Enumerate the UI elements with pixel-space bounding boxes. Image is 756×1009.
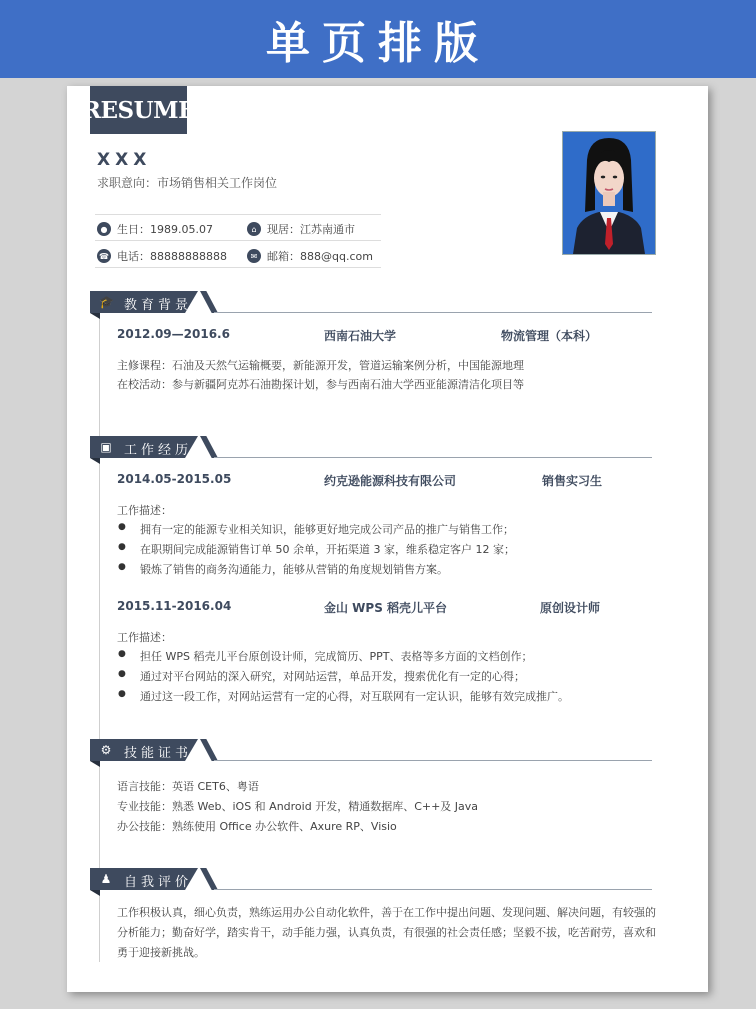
timeline-line (99, 309, 100, 962)
work-2-bullet-1: ● 担任 WPS 稻壳儿平台原创设计师，完成简历、PPT、表格等多方面的文档创作； (140, 648, 532, 664)
person-icon: ♟ (100, 872, 112, 886)
edu-school: 西南石油大学 (324, 329, 397, 343)
gear-icon: ⚙ (100, 743, 112, 757)
edu-activities: 在校活动：参与新疆阿克苏石油勘探计划，参与西南石油大学西亚能源清洁化项目等 (117, 378, 524, 391)
mail-icon: ✉ (247, 249, 261, 263)
work-2-desc-label: 工作描述： (117, 631, 172, 644)
work-1-bullet-2: ● 在职期间完成能源销售订单 50 余单，开拓渠道 3 家，维系稳定客户 12 家； (140, 541, 515, 557)
home-icon: ⌂ (247, 222, 261, 236)
phone-icon: ☎ (97, 249, 111, 263)
work-2-bullet-3: ● 通过这一段工作，对网站运营有一定的心得，对互联网有一定认识，能够有效完成推广。 (140, 688, 569, 704)
section-skills (90, 739, 652, 761)
work-1-bullet-1: ● 拥有一定的能源专业相关知识，能够更好地完成公司产品的推广与销售工作； (140, 521, 514, 537)
email-text: 邮箱：888@qq.com (267, 250, 373, 263)
info-divider-mid (95, 240, 381, 241)
work-1-date: 2014.05-2015.05 (117, 472, 232, 486)
phone-info (97, 248, 227, 264)
birth-text: 生日：1989.05.07 (117, 223, 213, 236)
work-1-desc-label: 工作描述： (117, 504, 172, 517)
user-icon: ● (97, 222, 111, 236)
birth-info (97, 221, 213, 237)
profile-photo-drawing (563, 132, 655, 254)
resume-page (67, 86, 708, 992)
edu-major: 物流管理（本科） (501, 329, 598, 343)
work-2-company: 金山 WPS 稻壳儿平台 (324, 601, 448, 615)
info-divider-top (95, 214, 381, 215)
work-2-role: 原创设计师 (540, 601, 601, 615)
skill-professional: 专业技能：熟悉 Web、iOS 和 Android 开发，精通数据库、C++及 Java (117, 800, 479, 813)
phone-text: 电话：88888888888 (117, 250, 227, 263)
graduation-cap-icon: 🎓 (99, 295, 114, 309)
section-title-skills: 技能证书 (124, 746, 193, 761)
section-title-education: 教育背景 (124, 298, 193, 313)
edu-date: 2012.09—2016.6 (117, 327, 230, 341)
job-intent: 求职意向：市场销售相关工作岗位 (97, 176, 278, 190)
email-info (247, 248, 373, 264)
address-text: 现居：江苏南通市 (267, 223, 355, 236)
section-education (90, 291, 652, 313)
banner-title: 单页排版 (266, 18, 490, 69)
skill-language: 语言技能：英语 CET6、粤语 (117, 780, 259, 793)
section-title-self: 自我评价 (124, 875, 193, 890)
work-2-bullet-2: ● 通过对平台网站的深入研究，对网站运营，单品开发，搜索优化有一定的心得； (140, 668, 525, 684)
work-1-bullet-3: ● 锻炼了销售的商务沟通能力，能够从营销的角度规划销售方案。 (140, 561, 448, 577)
section-self-eval (90, 868, 652, 890)
candidate-name: XXX (97, 150, 152, 170)
profile-photo (562, 131, 656, 255)
resume-tag: RESUME (90, 86, 187, 134)
top-banner (0, 0, 756, 78)
work-1-role: 销售实习生 (542, 474, 603, 488)
work-2-date: 2015.11-2016.04 (117, 599, 232, 613)
address-info (247, 221, 355, 237)
edu-courses: 主修课程：石油及天然气运输概要，新能源开发，管道运输案例分析，中国能源地理 (117, 359, 524, 372)
self-eval-text: 工作积极认真，细心负责，熟练运用办公自动化软件，善于在工作中提出问题、发现问题、解决问题，有较强的分析能力；勤奋好学，踏实肯干，动手能力强，认真负责，有很强的社会责任感；坚毅不拔，吃苦耐劳，喜欢和勇于迎接新挑战。 (117, 906, 656, 959)
skill-office: 办公技能：熟练使用 Office 办公软件、Axure RP、Visio (117, 820, 397, 833)
section-work (90, 436, 652, 458)
section-title-work: 工作经历 (124, 443, 193, 458)
info-divider-bottom (95, 267, 381, 268)
briefcase-icon: ▣ (100, 440, 112, 454)
work-1-company: 约克逊能源科技有限公司 (324, 474, 457, 488)
